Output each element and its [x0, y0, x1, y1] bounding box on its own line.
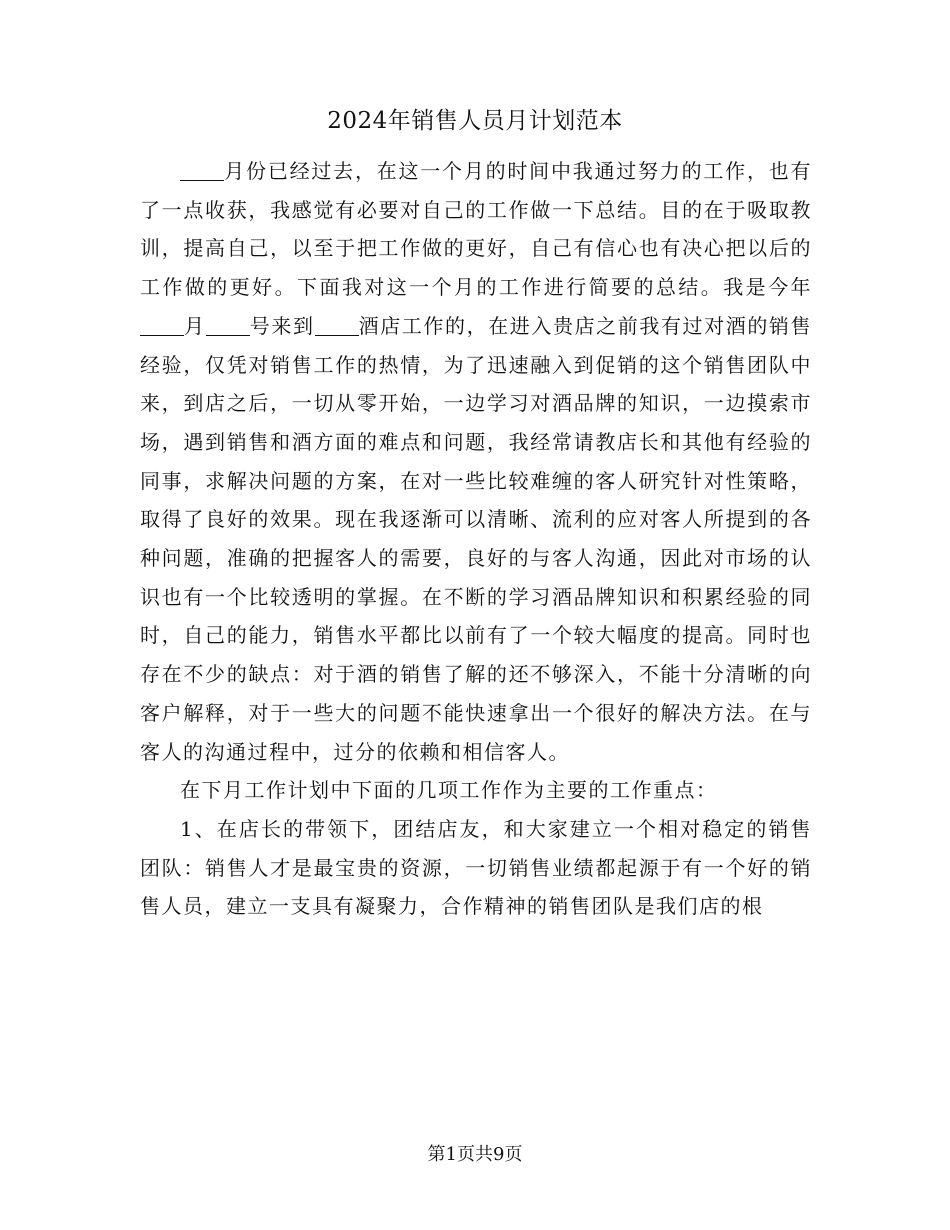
page-number: 第1页共9页	[427, 1144, 523, 1165]
paragraph-text: 月份已经过去，在这一个月的时间中我通过努力的工作，也有了一点收获，我感觉有必要对自己的工作做一下总结。目的在于吸取教训，提高自己，以至于把工作做的更好，自己有信心也有决心把以后的工作做的更好。下面我对这一个月的工作进行简要的总结。我是今年	[140, 159, 812, 300]
paragraph-plan-intro: 在下月工作计划中下面的几项工作作为主要的工作重点：	[180, 778, 718, 803]
paragraph-text: 月	[184, 313, 206, 338]
fill-in-blank	[180, 160, 224, 181]
paragraph-text: 酒店工作的，在进入贵店之前我有过对酒的销售经验，仅凭对销售工作的热情，为了迅速融入到促销的这个销售团队中来，到店之后，一切从零开始，一边学习对酒品牌的知识，一边摸索市场，遇到销售和酒方面的难点和问题，我经常请教店长和其他有经验的同事，求解决问题的方案，在对一些比较难缠的客人研究针对性策略，取得了良好的效果。现在我逐渐可以清晰、流利的应对客人所提到的各种问题，准确的把握客人的需要，良好的与客人沟通，因此对市场的认识也有一个比较透明的掌握。在不断的学习酒品牌知识和积累经验的同时，自己的能力，销售水平都比以前有了一个较大幅度的提高。同时也存在不少的缺点：对于酒的销售了解的还不够深入，不能十分清晰的向客户解释，对于一些大的问题不能快速拿出一个很好的解决方法。在与客人的沟通过程中，过分的依赖和相信客人。	[140, 313, 813, 764]
paragraph-summary	[140, 152, 812, 771]
paragraph-plan-item-1: 1、在店长的带领下，团结店友，和大家建立一个相对稳定的销售团队：销售人才是最宝贵的资源，一切销售业绩都起源于有一个好的销售人员，建立一支具有凝聚力，合作精神的销售团队是我们店的根	[140, 816, 812, 919]
paragraph-text: 号来到	[249, 313, 315, 338]
document-body	[140, 152, 812, 926]
fill-in-blank	[315, 315, 359, 336]
fill-in-blank	[206, 315, 250, 336]
fill-in-blank	[140, 315, 184, 336]
document-title: 2024年销售人员月计划范本	[327, 108, 623, 134]
